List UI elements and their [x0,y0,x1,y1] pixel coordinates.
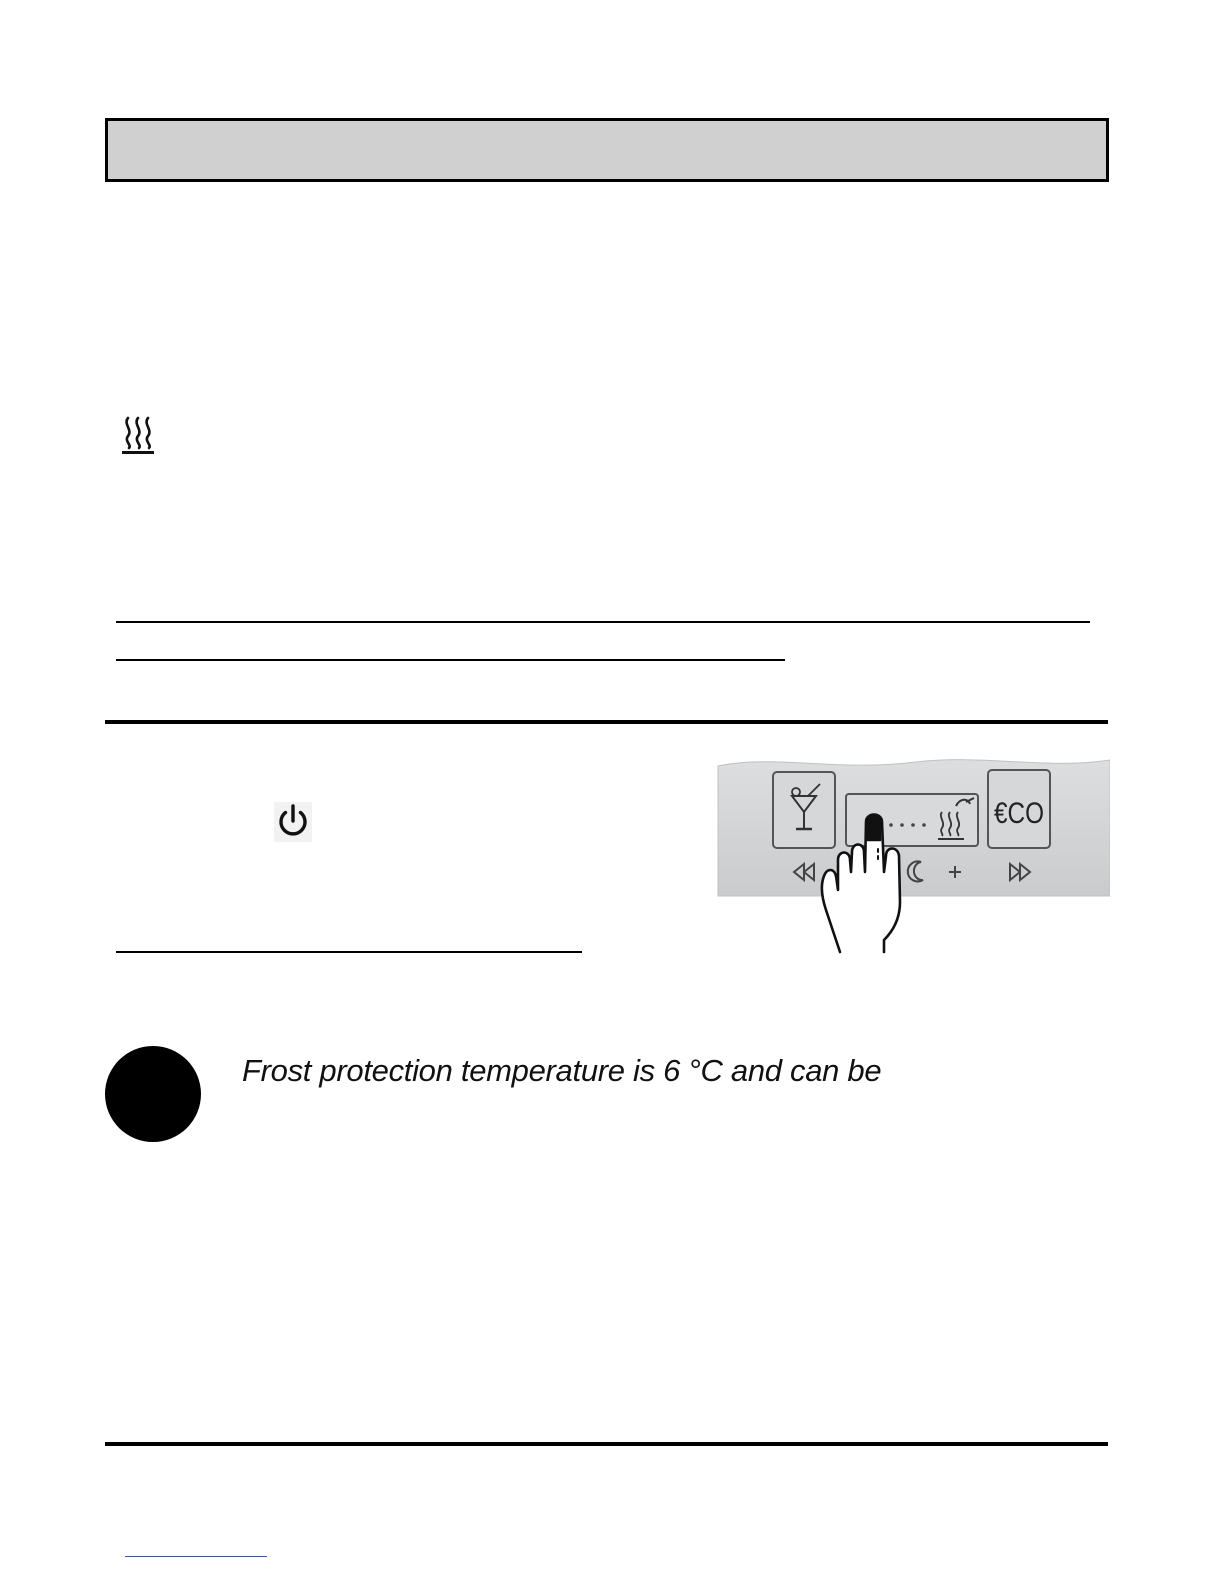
heat-waves-icon [120,414,156,456]
section-divider [105,720,1108,724]
text-underline-rule [116,659,785,661]
note-bullet-icon [105,1046,201,1142]
party-mode-button [773,772,835,848]
section-title-bar [105,118,1109,182]
footer-divider [105,1442,1108,1446]
text-underline-rule [116,951,582,953]
footer-link[interactable] [125,1556,267,1557]
eco-button-label: €CO [994,797,1044,830]
text-underline-rule [116,621,1090,623]
eco-button [988,770,1050,848]
control-panel-illustration [716,752,1110,958]
frost-protection-note: Frost protection temperature is 6 °C and can be [242,1053,882,1088]
power-icon [274,802,312,842]
